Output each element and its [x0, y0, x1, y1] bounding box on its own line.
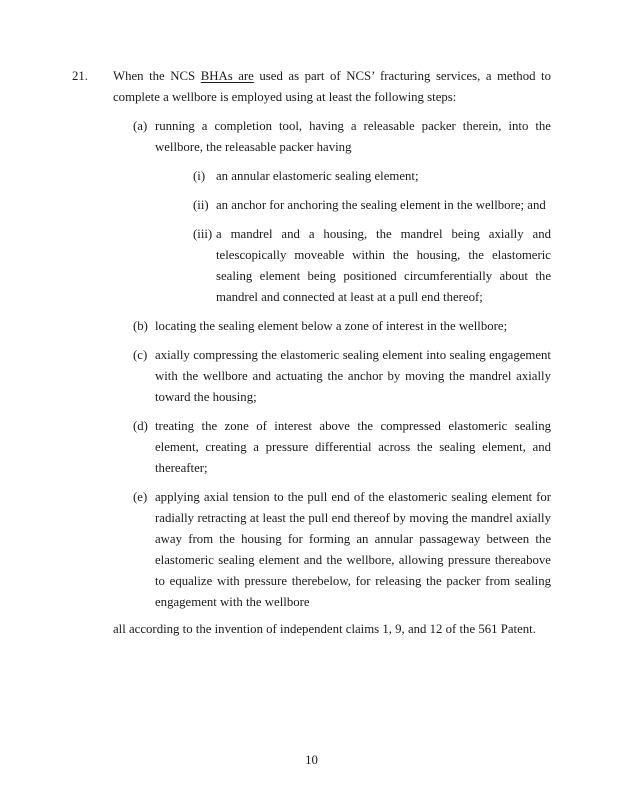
item-label: (c)	[133, 348, 148, 362]
subitem-text: a mandrel and a housing, the mandrel being axially and telescopically moveable within the housing, the elastomeric sealing element being positioned circumferentially about the mandrel and connected at least at a pull end thereof;	[216, 227, 551, 304]
page-number: 10	[305, 753, 318, 767]
paragraph-intro	[113, 66, 551, 108]
subitem-label: (i)	[193, 169, 206, 183]
subitem-label: (ii)	[193, 198, 209, 212]
item-label: (a)	[133, 119, 148, 133]
list-subitem-a-iii	[193, 224, 551, 308]
list-item-b	[133, 316, 551, 337]
subitem-label: (iii)	[193, 227, 213, 241]
list-subitem-a-i	[193, 166, 551, 187]
page-content	[72, 66, 551, 640]
item-label: (d)	[133, 419, 148, 433]
item-text: applying axial tension to the pull end of the elastomeric sealing element for radially retracting at least the pull end thereof by moving the mandrel axially away from the housing for forming an annular passageway between the elastomeric sealing element and the wellbore, allowing pressure thereabove to equalize with pressure therebelow, for releasing the packer from sealing engagement with the wellbore	[155, 490, 551, 609]
list-item-d	[133, 416, 551, 479]
closing-line: all according to the invention of independent claims 1, 9, and 12 of the 561 Patent.	[113, 622, 536, 636]
item-label: (b)	[133, 319, 148, 333]
paragraph-body	[113, 66, 551, 640]
item-text: axially compressing the elastomeric sealing element into sealing engagement with the wellbore and actuating the anchor by moving the mandrel axially toward the housing;	[155, 348, 551, 404]
intro-text-after: used as part of NCS’ fracturing services, a method to complete a wellbore is employed using at least the following steps:	[113, 69, 551, 104]
list-item-c	[133, 345, 551, 408]
list-subitem-a-ii	[193, 195, 551, 216]
underlined-text: BHAs are	[200, 69, 254, 83]
item-text: locating the sealing element below a zone of interest in the wellbore;	[155, 319, 508, 333]
item-label: (e)	[133, 490, 148, 504]
subitem-text: an anchor for anchoring the sealing element in the wellbore; and	[216, 198, 546, 212]
item-text: treating the zone of interest above the compressed elastomeric sealing element, creating a pressure differential across the sealing element, and thereafter;	[155, 419, 551, 475]
intro-text-before: When the NCS	[113, 69, 201, 83]
subitem-text: an annular elastomeric sealing element;	[216, 169, 419, 183]
paragraph-21	[72, 66, 551, 640]
paragraph-number: 21.	[72, 69, 88, 83]
item-text: running a completion tool, having a releasable packer therein, into the wellbore, the releasable packer having	[155, 119, 551, 154]
list-item-a	[133, 116, 551, 158]
list-item-e	[133, 487, 551, 613]
